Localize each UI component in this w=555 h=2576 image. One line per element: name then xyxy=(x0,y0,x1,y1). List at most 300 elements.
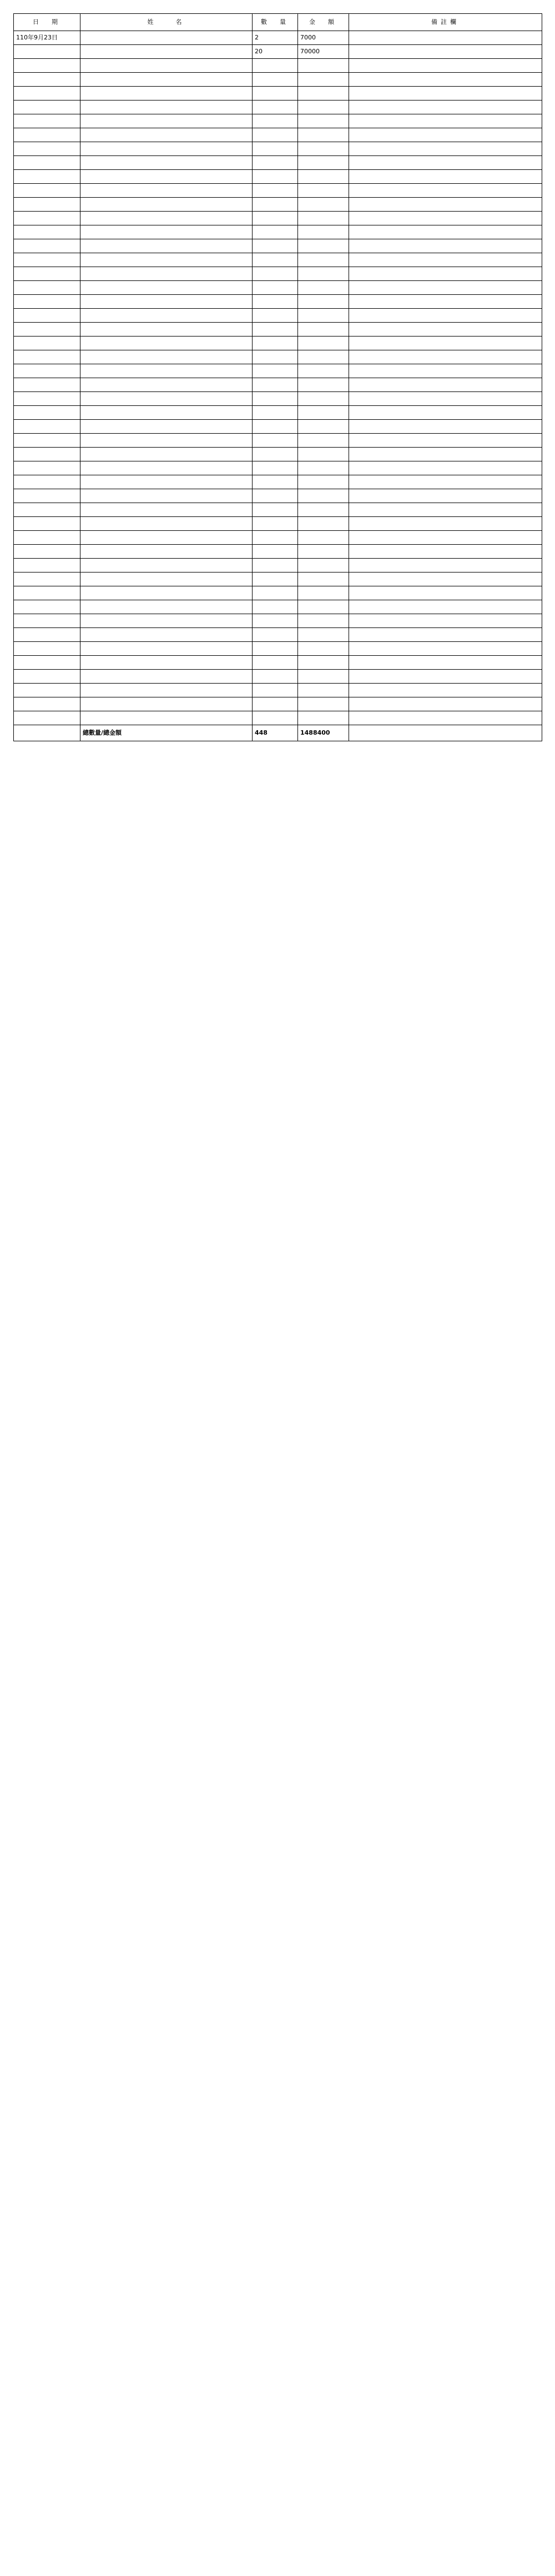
cell-note xyxy=(349,31,542,45)
cell-quantity xyxy=(253,434,298,448)
table-row xyxy=(14,545,542,559)
cell-name xyxy=(80,59,253,73)
cell-note xyxy=(349,337,542,350)
table-row xyxy=(14,475,542,489)
cell-date xyxy=(14,59,80,73)
cell-note xyxy=(349,434,542,448)
table-row xyxy=(14,684,542,697)
cell-date xyxy=(14,323,80,337)
table-row xyxy=(14,448,542,461)
cell-amount xyxy=(298,503,349,517)
cell-date xyxy=(14,142,80,156)
cell-quantity xyxy=(253,392,298,406)
table-row xyxy=(14,628,542,642)
cell-quantity xyxy=(253,87,298,101)
cell-date xyxy=(14,101,80,114)
cell-name xyxy=(80,697,253,711)
cell-note xyxy=(349,281,542,295)
column-header-name: 姓 名 xyxy=(80,14,253,31)
cell-amount xyxy=(298,184,349,198)
cell-name xyxy=(80,225,253,239)
table-row xyxy=(14,517,542,531)
table-row xyxy=(14,87,542,101)
cell-name xyxy=(80,128,253,142)
cell-quantity xyxy=(253,198,298,212)
table-row xyxy=(14,31,542,45)
table-body xyxy=(14,31,542,725)
cell-name xyxy=(80,545,253,559)
cell-note xyxy=(349,114,542,128)
cell-name xyxy=(80,281,253,295)
cell-amount xyxy=(298,87,349,101)
cell-name xyxy=(80,642,253,656)
cell-quantity xyxy=(253,614,298,628)
cell-note xyxy=(349,503,542,517)
cell-name xyxy=(80,323,253,337)
cell-note xyxy=(349,184,542,198)
cell-name xyxy=(80,267,253,281)
cell-amount xyxy=(298,73,349,87)
table-row xyxy=(14,309,542,323)
cell-note xyxy=(349,614,542,628)
cell-amount xyxy=(298,628,349,642)
cell-note xyxy=(349,406,542,420)
cell-date xyxy=(14,295,80,309)
cell-date xyxy=(14,170,80,184)
table-row xyxy=(14,142,542,156)
cell-date xyxy=(14,114,80,128)
cell-quantity: 20 xyxy=(253,45,298,59)
cell-note xyxy=(349,642,542,656)
cell-quantity xyxy=(253,295,298,309)
table-footer xyxy=(14,725,542,741)
table-row xyxy=(14,225,542,239)
cell-date xyxy=(14,337,80,350)
cell-date xyxy=(14,600,80,614)
cell-name xyxy=(80,392,253,406)
cell-date xyxy=(14,517,80,531)
cell-date xyxy=(14,475,80,489)
cell-name xyxy=(80,461,253,475)
cell-amount xyxy=(298,600,349,614)
cell-amount xyxy=(298,198,349,212)
table-row xyxy=(14,198,542,212)
cell-quantity xyxy=(253,420,298,434)
cell-date xyxy=(14,378,80,392)
cell-quantity xyxy=(253,337,298,350)
table-row xyxy=(14,461,542,475)
cell-name xyxy=(80,614,253,628)
cell-quantity xyxy=(253,503,298,517)
table-row xyxy=(14,711,542,725)
table-row xyxy=(14,697,542,711)
total-blank-cell xyxy=(14,725,80,741)
cell-amount xyxy=(298,101,349,114)
cell-quantity xyxy=(253,406,298,420)
cell-note xyxy=(349,170,542,184)
cell-name xyxy=(80,184,253,198)
table-row xyxy=(14,364,542,378)
cell-note xyxy=(349,475,542,489)
cell-note xyxy=(349,253,542,267)
cell-note xyxy=(349,309,542,323)
cell-name xyxy=(80,600,253,614)
table-row xyxy=(14,114,542,128)
cell-amount xyxy=(298,392,349,406)
table-row xyxy=(14,531,542,545)
cell-date xyxy=(14,350,80,364)
cell-quantity xyxy=(253,73,298,87)
total-quantity: 448 xyxy=(253,725,298,741)
cell-amount xyxy=(298,614,349,628)
table-row xyxy=(14,101,542,114)
cell-quantity xyxy=(253,281,298,295)
cell-quantity xyxy=(253,156,298,170)
cell-date xyxy=(14,225,80,239)
column-header-date: 日 期 xyxy=(14,14,80,31)
cell-name xyxy=(80,378,253,392)
cell-note xyxy=(349,350,542,364)
cell-date xyxy=(14,489,80,503)
cell-quantity xyxy=(253,114,298,128)
cell-date xyxy=(14,420,80,434)
cell-amount xyxy=(298,489,349,503)
cell-date xyxy=(14,253,80,267)
table-row xyxy=(14,281,542,295)
cell-note xyxy=(349,489,542,503)
header-row xyxy=(14,14,542,31)
cell-note xyxy=(349,600,542,614)
cell-note xyxy=(349,697,542,711)
cell-amount xyxy=(298,253,349,267)
cell-amount xyxy=(298,337,349,350)
table-header xyxy=(14,14,542,31)
table-row xyxy=(14,59,542,73)
cell-note xyxy=(349,670,542,684)
cell-name xyxy=(80,559,253,573)
cell-date: 110年9月23日 xyxy=(14,31,80,45)
table-row xyxy=(14,156,542,170)
cell-date xyxy=(14,281,80,295)
cell-date xyxy=(14,656,80,670)
table-row xyxy=(14,253,542,267)
cell-note xyxy=(349,198,542,212)
table-row xyxy=(14,170,542,184)
cell-name xyxy=(80,239,253,253)
cell-amount xyxy=(298,281,349,295)
cell-date xyxy=(14,128,80,142)
cell-date xyxy=(14,309,80,323)
cell-name xyxy=(80,142,253,156)
cell-note xyxy=(349,517,542,531)
cell-quantity xyxy=(253,101,298,114)
cell-note xyxy=(349,573,542,586)
cell-amount xyxy=(298,448,349,461)
cell-note xyxy=(349,142,542,156)
cell-date xyxy=(14,184,80,198)
cell-date xyxy=(14,559,80,573)
cell-note xyxy=(349,461,542,475)
table-row xyxy=(14,392,542,406)
cell-name xyxy=(80,364,253,378)
cell-date xyxy=(14,573,80,586)
cell-note xyxy=(349,267,542,281)
cell-quantity: 2 xyxy=(253,31,298,45)
cell-quantity xyxy=(253,323,298,337)
cell-date xyxy=(14,73,80,87)
cell-name xyxy=(80,114,253,128)
cell-amount xyxy=(298,656,349,670)
cell-quantity xyxy=(253,711,298,725)
cell-quantity xyxy=(253,586,298,600)
cell-quantity xyxy=(253,364,298,378)
cell-date xyxy=(14,364,80,378)
cell-date xyxy=(14,531,80,545)
cell-quantity xyxy=(253,142,298,156)
column-header-quantity: 數 量 xyxy=(253,14,298,31)
table-row xyxy=(14,184,542,198)
cell-amount xyxy=(298,267,349,281)
cell-quantity xyxy=(253,267,298,281)
cell-quantity xyxy=(253,448,298,461)
cell-name xyxy=(80,350,253,364)
cell-name xyxy=(80,684,253,697)
cell-date xyxy=(14,628,80,642)
cell-amount xyxy=(298,670,349,684)
cell-date xyxy=(14,434,80,448)
cell-note xyxy=(349,128,542,142)
cell-quantity xyxy=(253,642,298,656)
cell-amount xyxy=(298,711,349,725)
cell-note xyxy=(349,59,542,73)
table-row xyxy=(14,350,542,364)
cell-amount xyxy=(298,517,349,531)
column-header-amount: 金 額 xyxy=(298,14,349,31)
cell-name xyxy=(80,711,253,725)
cell-name xyxy=(80,309,253,323)
table-row xyxy=(14,295,542,309)
cell-quantity xyxy=(253,475,298,489)
cell-amount xyxy=(298,475,349,489)
cell-amount xyxy=(298,59,349,73)
cell-amount xyxy=(298,295,349,309)
cell-date xyxy=(14,711,80,725)
cell-name xyxy=(80,489,253,503)
cell-quantity xyxy=(253,545,298,559)
donation-table xyxy=(13,13,542,741)
cell-name xyxy=(80,31,253,45)
table-row xyxy=(14,212,542,225)
cell-amount xyxy=(298,573,349,586)
cell-amount xyxy=(298,531,349,545)
cell-amount xyxy=(298,350,349,364)
cell-note xyxy=(349,711,542,725)
cell-name xyxy=(80,517,253,531)
table-row xyxy=(14,406,542,420)
cell-name xyxy=(80,87,253,101)
cell-name xyxy=(80,170,253,184)
cell-note xyxy=(349,684,542,697)
table-row xyxy=(14,45,542,59)
cell-quantity xyxy=(253,184,298,198)
cell-name xyxy=(80,656,253,670)
cell-note xyxy=(349,531,542,545)
cell-name xyxy=(80,586,253,600)
cell-amount xyxy=(298,586,349,600)
cell-quantity xyxy=(253,670,298,684)
cell-quantity xyxy=(253,517,298,531)
cell-quantity xyxy=(253,212,298,225)
cell-name xyxy=(80,253,253,267)
cell-name xyxy=(80,448,253,461)
table-row xyxy=(14,670,542,684)
cell-name xyxy=(80,503,253,517)
cell-note xyxy=(349,87,542,101)
cell-name xyxy=(80,295,253,309)
cell-date xyxy=(14,545,80,559)
cell-name xyxy=(80,420,253,434)
cell-quantity xyxy=(253,600,298,614)
cell-amount xyxy=(298,420,349,434)
cell-amount xyxy=(298,434,349,448)
cell-name xyxy=(80,337,253,350)
table-row xyxy=(14,420,542,434)
table-row xyxy=(14,656,542,670)
cell-quantity xyxy=(253,309,298,323)
cell-note xyxy=(349,628,542,642)
cell-date xyxy=(14,614,80,628)
cell-date xyxy=(14,697,80,711)
cell-note xyxy=(349,156,542,170)
cell-date xyxy=(14,156,80,170)
cell-name xyxy=(80,101,253,114)
cell-amount xyxy=(298,142,349,156)
total-note-cell xyxy=(349,725,542,741)
cell-quantity xyxy=(253,378,298,392)
cell-date xyxy=(14,642,80,656)
cell-amount xyxy=(298,212,349,225)
table-row xyxy=(14,614,542,628)
cell-date xyxy=(14,239,80,253)
cell-note xyxy=(349,448,542,461)
table-row xyxy=(14,600,542,614)
cell-note xyxy=(349,586,542,600)
cell-note xyxy=(349,364,542,378)
table-row xyxy=(14,337,542,350)
cell-quantity xyxy=(253,489,298,503)
cell-amount xyxy=(298,156,349,170)
table-row xyxy=(14,267,542,281)
table-row xyxy=(14,586,542,600)
cell-date xyxy=(14,684,80,697)
cell-amount xyxy=(298,697,349,711)
cell-name xyxy=(80,73,253,87)
cell-note xyxy=(349,559,542,573)
cell-date xyxy=(14,45,80,59)
cell-note xyxy=(349,378,542,392)
cell-amount: 7000 xyxy=(298,31,349,45)
cell-quantity xyxy=(253,461,298,475)
cell-quantity xyxy=(253,59,298,73)
cell-name xyxy=(80,670,253,684)
cell-quantity xyxy=(253,253,298,267)
column-header-note: 備註欄 xyxy=(349,14,542,31)
cell-amount xyxy=(298,684,349,697)
cell-amount: 70000 xyxy=(298,45,349,59)
cell-note xyxy=(349,420,542,434)
table-row xyxy=(14,573,542,586)
cell-amount xyxy=(298,114,349,128)
cell-date xyxy=(14,212,80,225)
cell-quantity xyxy=(253,559,298,573)
cell-note xyxy=(349,545,542,559)
table-row xyxy=(14,642,542,656)
table-row xyxy=(14,559,542,573)
cell-amount xyxy=(298,128,349,142)
table-row xyxy=(14,128,542,142)
cell-amount xyxy=(298,406,349,420)
cell-quantity xyxy=(253,225,298,239)
cell-name xyxy=(80,531,253,545)
total-amount: 1488400 xyxy=(298,725,349,741)
cell-amount xyxy=(298,323,349,337)
table-row xyxy=(14,323,542,337)
cell-date xyxy=(14,392,80,406)
cell-amount xyxy=(298,461,349,475)
cell-amount xyxy=(298,642,349,656)
table-row xyxy=(14,73,542,87)
cell-name xyxy=(80,198,253,212)
cell-date xyxy=(14,198,80,212)
table-row xyxy=(14,239,542,253)
cell-amount xyxy=(298,559,349,573)
cell-amount xyxy=(298,364,349,378)
table-row xyxy=(14,503,542,517)
table-row xyxy=(14,378,542,392)
cell-name xyxy=(80,156,253,170)
cell-date xyxy=(14,406,80,420)
cell-amount xyxy=(298,309,349,323)
table-row xyxy=(14,489,542,503)
cell-date xyxy=(14,267,80,281)
cell-date xyxy=(14,586,80,600)
cell-amount xyxy=(298,378,349,392)
cell-note xyxy=(349,392,542,406)
cell-quantity xyxy=(253,697,298,711)
cell-quantity xyxy=(253,170,298,184)
cell-amount xyxy=(298,170,349,184)
cell-note xyxy=(349,323,542,337)
cell-name xyxy=(80,573,253,586)
cell-note xyxy=(349,239,542,253)
cell-note xyxy=(349,101,542,114)
cell-note xyxy=(349,45,542,59)
cell-date xyxy=(14,448,80,461)
cell-name xyxy=(80,406,253,420)
cell-quantity xyxy=(253,531,298,545)
table-row xyxy=(14,434,542,448)
cell-quantity xyxy=(253,656,298,670)
cell-name xyxy=(80,475,253,489)
cell-date xyxy=(14,503,80,517)
cell-quantity xyxy=(253,573,298,586)
cell-note xyxy=(349,656,542,670)
cell-quantity xyxy=(253,628,298,642)
cell-quantity xyxy=(253,239,298,253)
cell-name xyxy=(80,434,253,448)
cell-amount xyxy=(298,225,349,239)
cell-quantity xyxy=(253,128,298,142)
